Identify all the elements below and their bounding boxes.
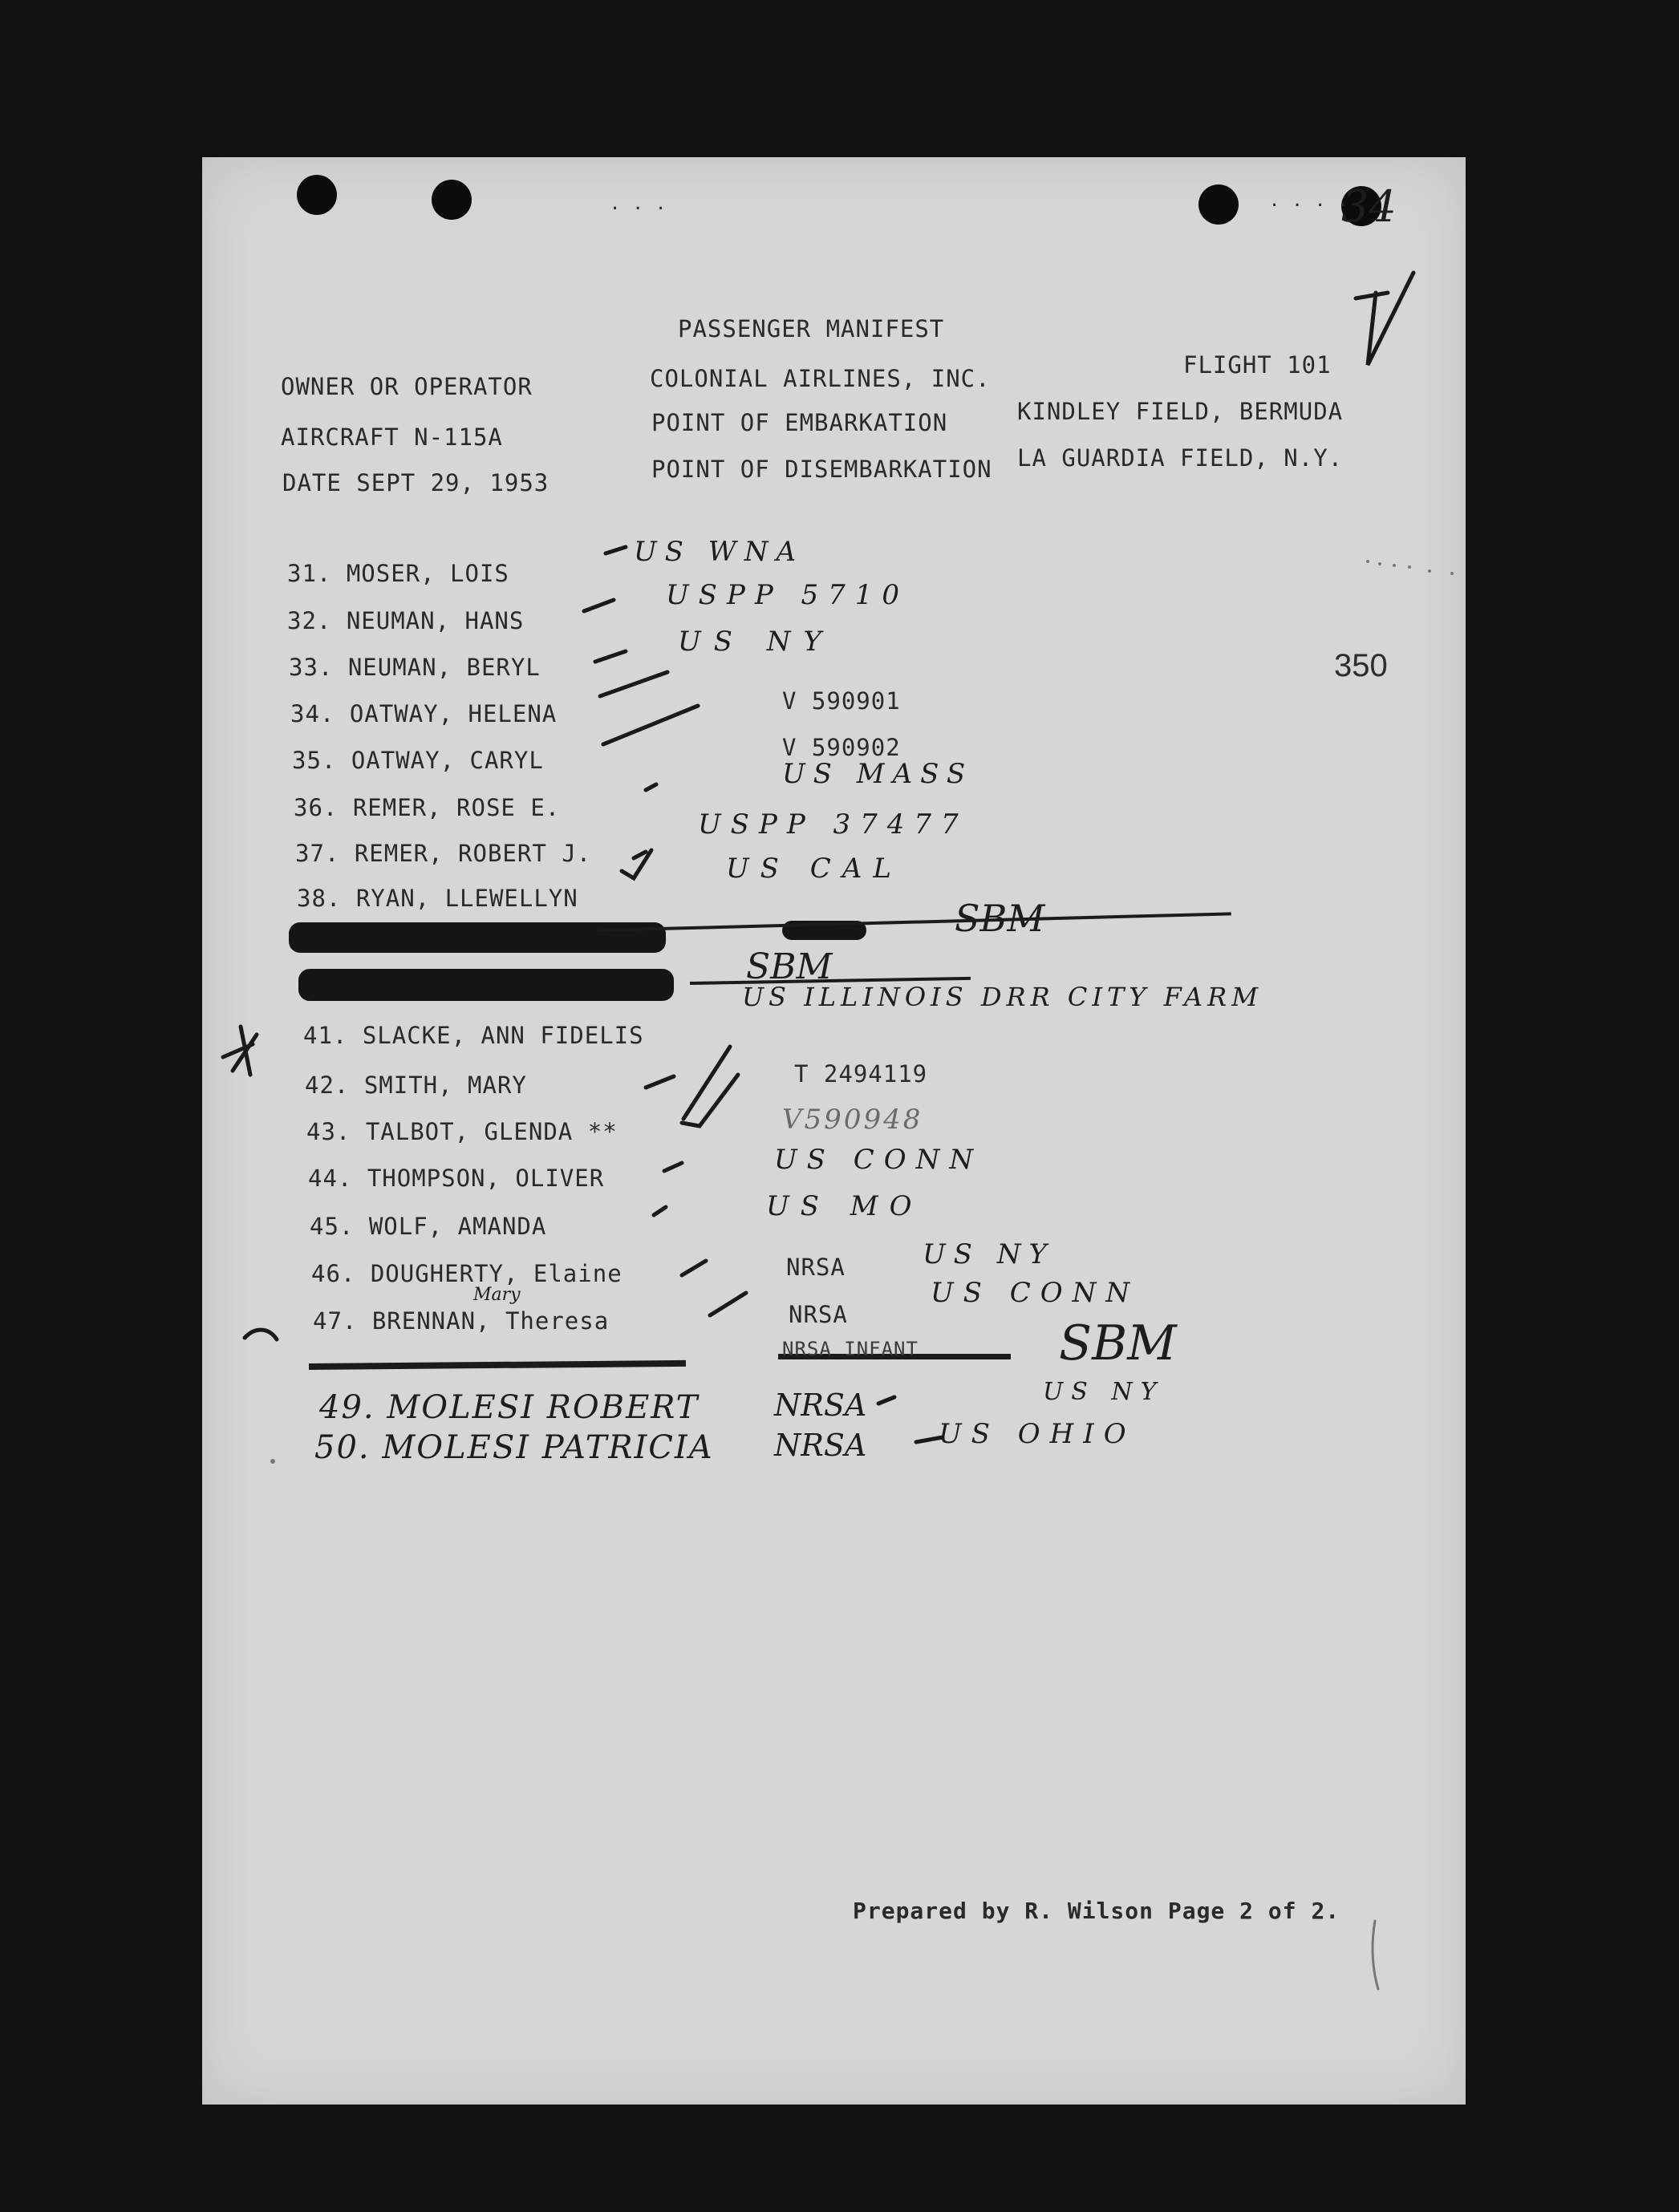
passenger-name: 46. DOUGHERTY, Elaine <box>311 1260 623 1287</box>
embark-label: POINT OF EMBARKATION <box>651 409 948 436</box>
passenger-name: 33. NEUMAN, BERYL <box>289 654 541 681</box>
passenger-name: 41. SLACKE, ANN FIDELIS <box>303 1022 644 1049</box>
date: DATE SEPT 29, 1953 <box>282 469 550 496</box>
passenger-name: 47. BRENNAN, Theresa <box>313 1307 610 1335</box>
owner-value: COLONIAL AIRLINES, INC. <box>650 365 991 392</box>
handwritten-note: V590948 <box>782 1104 923 1136</box>
handwritten-correction: Mary <box>473 1285 521 1305</box>
passenger-name: 32. NEUMAN, HANS <box>287 607 525 634</box>
handwritten-note: US CAL <box>726 853 902 885</box>
document-number: NRSA <box>774 1428 867 1463</box>
document-number: V 590901 <box>782 687 901 715</box>
manifest-title: PASSENGER MANIFEST <box>678 315 945 342</box>
aircraft: AIRCRAFT N-115A <box>281 423 503 451</box>
embark-value: KINDLEY FIELD, BERMUDA <box>1017 398 1344 425</box>
document-number: NRSA <box>786 1254 846 1281</box>
struck-document: NRSA INFANT <box>782 1338 919 1360</box>
owner-label: OWNER OR OPERATOR <box>281 373 533 400</box>
handwritten-note: US MO <box>766 1190 923 1222</box>
passenger-name: 36. REMER, ROSE E. <box>294 794 561 821</box>
passenger-name: 31. MOSER, LOIS <box>287 560 509 587</box>
passenger-name: 45. WOLF, AMANDA <box>310 1213 547 1240</box>
handwritten-note: US OHIO <box>939 1418 1136 1450</box>
page-stamp: 350 <box>1334 648 1388 683</box>
dotted-marks: . . . <box>610 194 667 214</box>
handwritten-note: US NY <box>1043 1378 1165 1406</box>
passenger-name: 42. SMITH, MARY <box>305 1072 527 1099</box>
passenger-name: 34. OATWAY, HELENA <box>290 700 558 727</box>
disembark-value: LA GUARDIA FIELD, N.Y. <box>1017 444 1344 472</box>
flight-number: FLIGHT 101 <box>1183 351 1332 379</box>
struck-initials: SBM <box>955 897 1045 940</box>
handwritten-note: US ILLINOIS DRR CITY FARM <box>742 982 1263 1012</box>
document-number: T 2494119 <box>794 1060 928 1088</box>
passenger-name: 49. MOLESI ROBERT <box>319 1389 700 1426</box>
document-number: NRSA <box>789 1301 848 1328</box>
handwritten-note: US NY <box>678 626 834 658</box>
handwritten-note: USPP 37477 <box>698 808 968 841</box>
struck-initials: SBM <box>746 946 833 987</box>
document-number: NRSA <box>774 1388 867 1423</box>
handwritten-note: US NY <box>923 1238 1055 1270</box>
passenger-name: 44. THOMPSON, OLIVER <box>308 1165 605 1192</box>
corner-number: 34 <box>1341 181 1397 232</box>
passenger-name: 50. MOLESI PATRICIA <box>314 1429 714 1466</box>
passenger-name: 37. REMER, ROBERT J. <box>295 840 592 867</box>
struck-initials: SBM <box>1059 1315 1177 1371</box>
prepared-by: Prepared by R. Wilson Page 2 of 2. <box>853 1898 1340 1924</box>
disembark-label: POINT OF DISEMBARKATION <box>651 456 992 483</box>
handwritten-note: US MASS <box>782 758 974 790</box>
passenger-name: 43. TALBOT, GLENDA ** <box>306 1118 618 1145</box>
handwritten-note: US CONN <box>774 1144 983 1176</box>
passenger-name: 38. RYAN, LLEWELLYN <box>297 885 578 912</box>
handwritten-note: US WNA <box>634 536 805 568</box>
dotted-marks: . . . . <box>1269 191 1349 211</box>
document-number: V 590902 <box>782 734 901 761</box>
handwritten-note: USPP 5710 <box>666 579 910 611</box>
passenger-name: 35. OATWAY, CARYL <box>292 747 544 774</box>
handwritten-note: US CONN <box>931 1277 1140 1309</box>
